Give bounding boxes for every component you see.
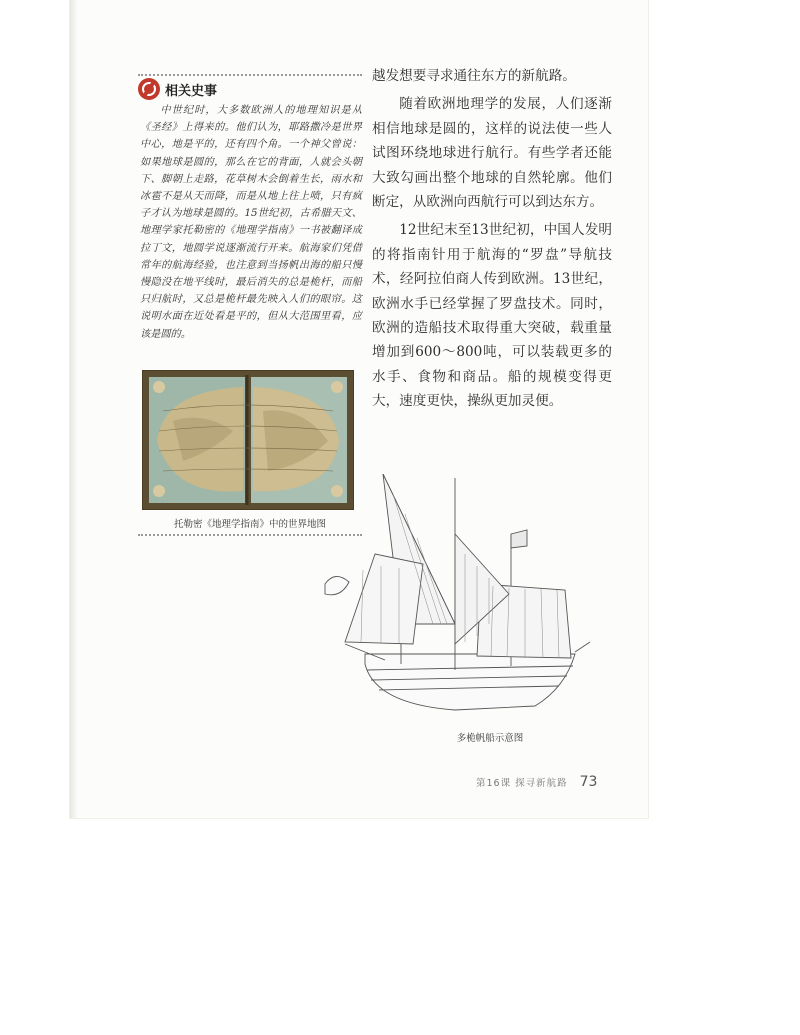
paragraph-geography: 随着欧洲地理学的发展，人们逐渐相信地球是圆的，这样的说法使一些人试图环绕地球进行航行。有些学者还能大致勾画出整个地球的自然轮廓。他们断定，从欧洲向西航行可以到达东方。: [372, 96, 612, 211]
box-header: [138, 76, 217, 102]
ship-illustration: [305, 474, 595, 724]
paragraph-continuation: 越发想要寻求通往东方的新航路。: [372, 68, 576, 84]
box-title: 相关史事: [165, 83, 218, 99]
paragraph-compass: 12世纪末至13世纪初，中国人发明的将指南针用于航海的“罗盘”导航技术，经阿拉伯商人传到欧洲。13世纪，欧洲水手已经掌握了罗盘技术。同时，欧洲的造船技术取得重大突破，载重量增加到600～800吨，可以装载更多的水手、食物和商品。船的规模变得更大，速度更快，操纵更加灵便。: [372, 222, 612, 410]
map-caption: 托勒密《地理学指南》中的世界地图: [173, 519, 326, 530]
page-footer: [476, 774, 597, 790]
ship-caption: 多桅帆船示意图: [456, 733, 524, 744]
lesson-title: 第16课 探寻新航路: [476, 778, 568, 789]
page-gutter: [70, 0, 78, 818]
main-text-column: [372, 64, 612, 418]
multi-mast-ship-drawing: [305, 474, 595, 724]
box-body: [140, 102, 362, 343]
related-history-box: [138, 74, 362, 538]
page-number: 73: [579, 774, 598, 790]
section-badge-icon: [138, 78, 160, 100]
box-paragraph: 中世纪时，大多数欧洲人的地理知识是从《圣经》上得来的。他们认为，耶路撒冷是世界中心，地是平的，还有四个角。一个神父曾说：如果地球是圆的，那么在它的背面，人就会头朝下、脚朝上走路，花草树木会倒着生长，雨水和冰雹不是从天而降，而是从地上往上喷，只有疯子才认为地球是圆的。15世纪初，古希腊天文、地理学家托勒密的《地理学指南》一书被翻译成拉丁文，地圆学说逐渐流行开来。航海家们凭借常年的航海经验，也注意到当扬帆出海的船只慢慢隐没在地平线时，最后消失的总是桅杆，而船只归航时，又总是桅杆最先映入人们的眼帘。这说明水面在近处看是平的，但从大范围里看，应该是圆的。: [140, 105, 362, 340]
